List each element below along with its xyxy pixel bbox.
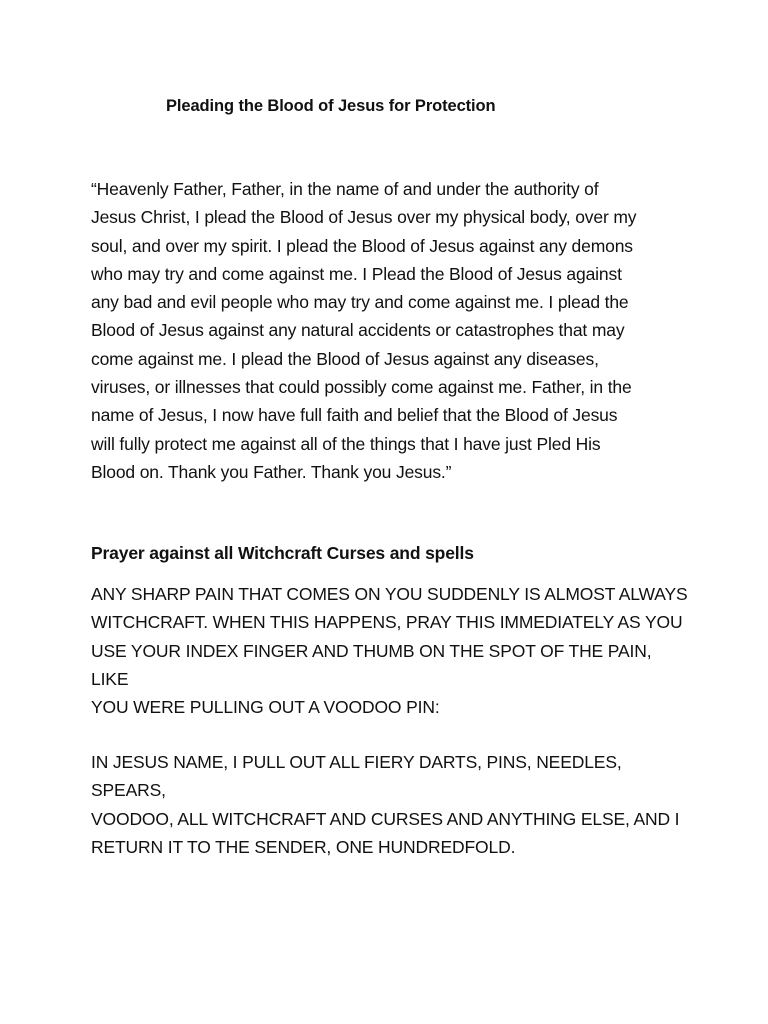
document-title: Pleading the Blood of Jesus for Protection: [166, 97, 496, 115]
witchcraft-prayer-paragraph: IN JESUS NAME, I PULL OUT ALL FIERY DARTS, PINS, NEEDLES, SPEARS, VOODOO, ALL WITCHCRAFT AND CURSES AND ANYTHING ELSE, AND I RETURN IT TO THE SENDER, ONE HUNDREDFOLD.: [91, 752, 680, 857]
section-heading: Prayer against all Witchcraft Curses and spells: [91, 543, 474, 563]
protection-prayer-paragraph: “Heavenly Father, Father, in the name of and under the authority of Jesus Christ, I plead the Blood of Jesus over my physical body, over my soul, and over my spirit. I plead the Blood of Jesus against any demons who may try and come against me. I Plead the Blood of Jesus against any bad and evil people who may try and come against me. I plead the Blood of Jesus against any natural accidents or catastrophes that may come against me. I plead the Blood of Jesus against any diseases, viruses, or illnesses that could possibly come against me. Father, in the name of Jesus, I now have full faith and belief that the Blood of Jesus will fully protect me against all of the things that I have just Pled His Blood on. Thank you Father. Thank you Jesus.”: [91, 179, 637, 482]
instruction-paragraph: ANY SHARP PAIN THAT COMES ON YOU SUDDENLY IS ALMOST ALWAYS WITCHCRAFT. WHEN THIS HAPPENS, PRAY THIS IMMEDIATELY AS YOU USE YOUR INDEX FINGER AND THUMB ON THE SPOT OF THE PAIN, LIKE YOU WERE PULLING OUT A VOODOO PIN:: [91, 584, 688, 718]
